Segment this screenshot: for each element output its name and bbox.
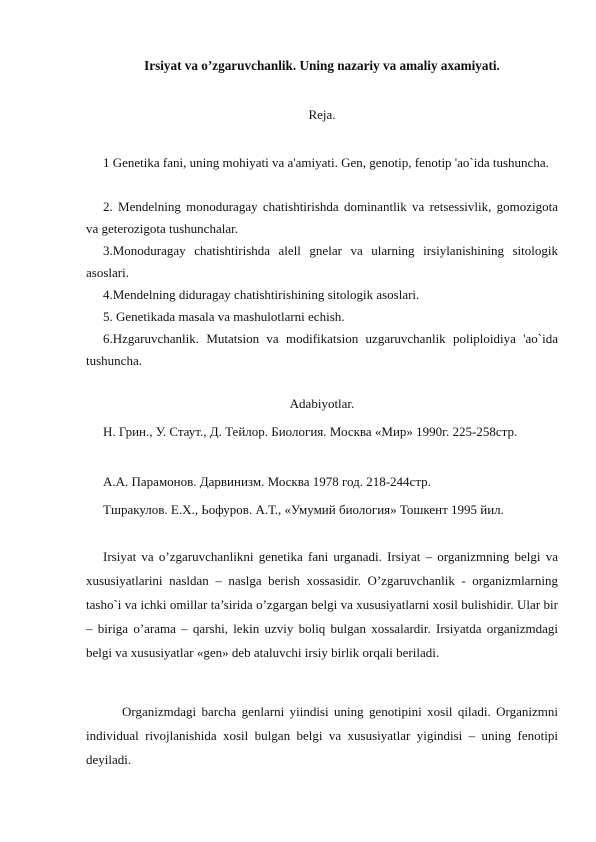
plan-heading: Reja. [308, 107, 336, 122]
plan-item-2: 2. Mendelning monoduragay chatishtirishda dominantlik va retsessivlik, gomozigota va geterozigota tushunchalar. [86, 199, 558, 236]
reference-3: Тшракулов. Е.Х., Ьофуров. А.Т., «Умумий биология» Тошкент 1995 йил. [103, 502, 504, 517]
body-paragraph-2: Organizmdagi barcha genlarni yiindisi uning genotipini xosil qiladi. Organizmni individual rivojlanishida xosil bulgan belgi va xususiyatlar yigindisi – uning fenotipi deyiladi. [86, 704, 558, 767]
reference-1: Н. Грин., У. Стаут., Д. Тейлор. Биология. Москва «Мир» 1990г. 225-258стр. [103, 424, 518, 439]
body-paragraph-1: Irsiyat va o’zgaruvchanlikni genetika fani urganadi. Irsiyat – organizmning belgi va xususiyatlarini nasldan – naslga berish xossasidir. O’zgaruvchanlik - organizmlarning tasho`i va ichki omillar ta’sirida o’zgargan belgi va xususiyatlarni xosil bulishidir. Ular bir – biriga o’arama – qarshi, lekin uzviy boliq bulgan xossalardir. Irsiyatda organizmdagi belgi va xususiyatlar «gen» deb ataluvchi irsiy birlik orqali beriladi. [86, 549, 558, 660]
plan-item-6: 6.Hzgaruvchanlik. Mutatsion va modifikatsion uzgaruvchanlik poliploidiya 'ao`ida tushuncha. [86, 331, 558, 368]
references-heading: Adabiyotlar. [289, 396, 355, 411]
plan-item-5: 5. Genetikada masala va mashulotlarni echish. [103, 309, 345, 324]
plan-item-4: 4.Mendelning diduragay chatishtirishining sitologik asoslari. [103, 287, 420, 302]
document-title: Irsiyat va o’zgaruvchanlik. Uning nazariy va amaliy axamiyati. [144, 58, 500, 73]
plan-item-1: 1 Genetika fani, uning mohiyati va a'amiyati. Gen, genotip, fenotip 'ao`ida tushuncha. [103, 155, 549, 170]
reference-2: А.А. Парамонов. Дарвинизм. Москва 1978 год. 218-244стр. [103, 474, 431, 489]
plan-item-3: 3.Monoduragay chatishtirishda alell gnelar va ularning irsiylanishining sitologik asoslari. [86, 243, 558, 280]
